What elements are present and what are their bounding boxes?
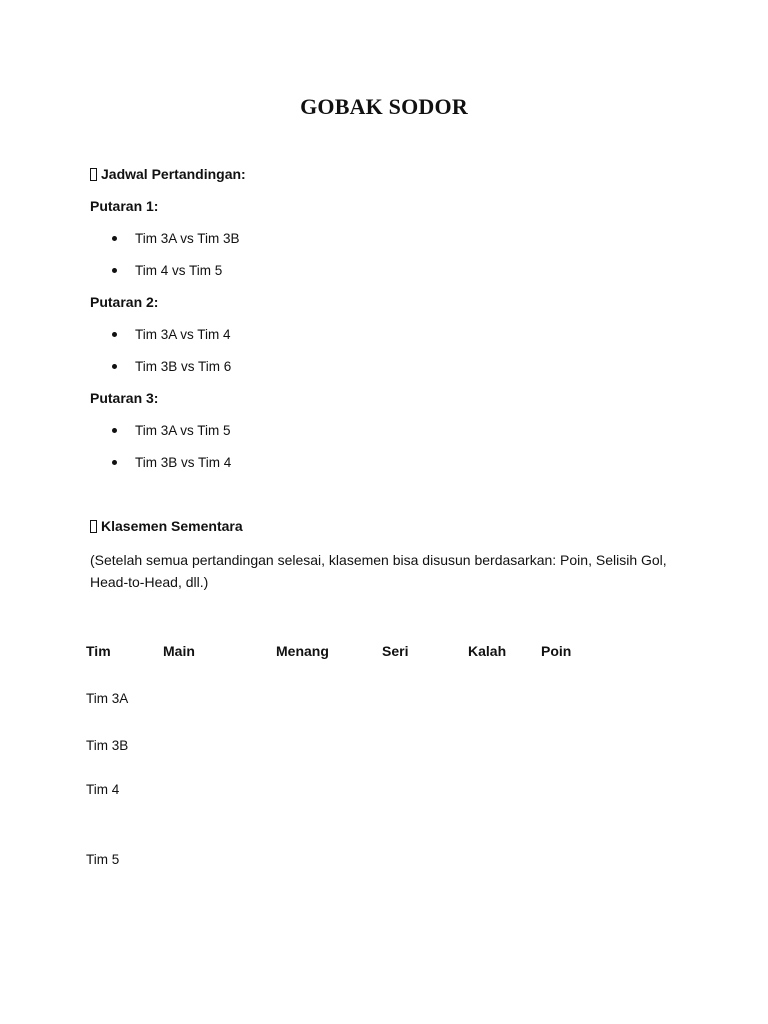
- bullet-icon: [112, 268, 117, 273]
- column-header-team: Tim: [86, 643, 111, 659]
- missing-glyph-icon: [90, 520, 97, 533]
- round-3-label: Putaran 3:: [90, 390, 159, 406]
- match-text: Tim 3A vs Tim 5: [135, 423, 231, 438]
- bullet-icon: [112, 428, 117, 433]
- column-header-played: Main: [163, 643, 195, 659]
- list-item: [112, 263, 222, 278]
- table-row: Tim 5: [86, 852, 120, 867]
- match-text: Tim 3B vs Tim 6: [135, 359, 232, 374]
- match-text: Tim 3B vs Tim 4: [135, 455, 232, 470]
- column-header-lost: Kalah: [468, 643, 507, 659]
- round-2-label: Putaran 2:: [90, 294, 159, 310]
- list-item: [112, 423, 231, 438]
- column-header-won: Menang: [276, 643, 329, 659]
- list-item: [112, 231, 240, 246]
- list-item: [112, 327, 231, 342]
- standings-note: (Setelah semua pertandingan selesai, klasemen bisa disusun berdasarkan: Poin, Selisih Gol, Head-to-Head, dll.): [90, 552, 667, 590]
- table-row: Tim 3A: [86, 691, 129, 706]
- table-row: Tim 3B: [86, 738, 129, 753]
- column-header-draw: Seri: [382, 643, 409, 659]
- match-text: Tim 4 vs Tim 5: [135, 263, 223, 278]
- schedule-heading-text: Jadwal Pertandingan:: [101, 166, 246, 182]
- page-title: GOBAK SODOR: [300, 94, 468, 119]
- standings-heading: [90, 518, 243, 534]
- table-row: Tim 4: [86, 782, 120, 797]
- bullet-icon: [112, 364, 117, 369]
- list-item: [112, 359, 231, 374]
- bullet-icon: [112, 236, 117, 241]
- bullet-icon: [112, 460, 117, 465]
- standings-heading-text: Klasemen Sementara: [101, 518, 243, 534]
- bullet-icon: [112, 332, 117, 337]
- match-text: Tim 3A vs Tim 4: [135, 327, 231, 342]
- missing-glyph-icon: [90, 168, 97, 181]
- list-item: [112, 455, 231, 470]
- column-header-points: Poin: [541, 643, 572, 659]
- match-text: Tim 3A vs Tim 3B: [135, 231, 240, 246]
- schedule-heading: [90, 166, 246, 182]
- round-1-label: Putaran 1:: [90, 198, 159, 214]
